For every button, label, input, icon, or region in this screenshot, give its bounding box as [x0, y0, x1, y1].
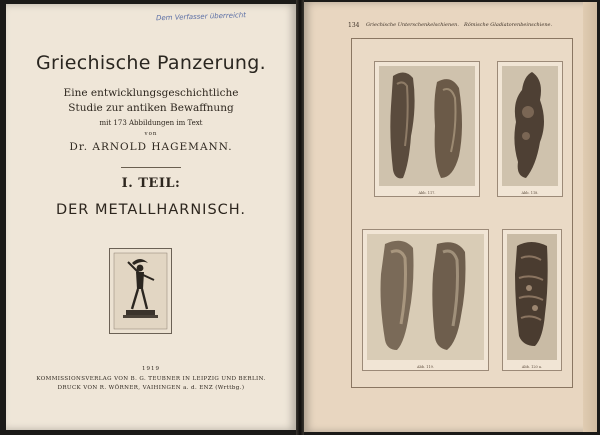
by-label: von [144, 131, 158, 137]
greave-photo-118 [502, 66, 558, 186]
running-header-right: Römische Gladiatorenbeinschiene. [464, 22, 553, 28]
greaves-photo-117 [379, 66, 475, 186]
caption-120a: Abb. 120 a. [521, 365, 543, 369]
subtitle-line-2: Studie zur antiken Bewaffnung [68, 102, 234, 114]
divider-rule [121, 167, 181, 168]
caption-117: Abb. 117. [418, 191, 436, 195]
greaves-photo-119 [367, 234, 484, 360]
greave-pair-icon [379, 66, 475, 186]
gladiator-greave-photo [507, 234, 557, 360]
part-title: DER METALLHARNISCH. [55, 202, 247, 218]
figure-119 [362, 229, 489, 371]
greave-side-icon [502, 66, 558, 186]
caption-119: Abb. 119. [416, 365, 435, 369]
page-edge [583, 2, 597, 432]
gladiator-greave-icon [507, 234, 557, 360]
handwritten-dedication: Dem Verfasser überreicht [155, 11, 247, 23]
illustrations-note: mit 173 Abbildungen im Text [99, 119, 203, 127]
warrior-statuette-illustration [109, 248, 172, 334]
running-header-left: Griechische Unterschenkelschienen. [366, 22, 459, 28]
warrior-figure-icon [110, 249, 171, 333]
subtitle-line-1: Eine entwicklungsgeschichtliche [63, 87, 239, 99]
book-title: Griechische Panzerung. [36, 52, 266, 74]
figure-118 [497, 61, 563, 197]
plate-page [304, 2, 597, 432]
caption-118: Abb. 118. [521, 191, 539, 195]
title-page [6, 4, 296, 430]
printer-line: DRUCK VON R. WÖRNER, VAIHINGEN a. d. ENZ (Wrttbg.) [57, 385, 245, 391]
illustration-plate [351, 38, 573, 388]
page-number: 134 [348, 22, 360, 29]
figure-117 [374, 61, 480, 197]
part-number: I. TEIL: [121, 176, 181, 191]
book-spine [296, 0, 304, 435]
publisher-line-1: KOMMISSIONSVERLAG VON B. G. TEUBNER IN LEIPZIG UND BERLIN. [36, 376, 266, 382]
publication-year: 1919 [142, 366, 160, 372]
greave-pair-icon [367, 234, 484, 360]
figure-120a [502, 229, 562, 371]
author-name: Dr. ARNOLD HAGEMANN. [69, 141, 233, 153]
